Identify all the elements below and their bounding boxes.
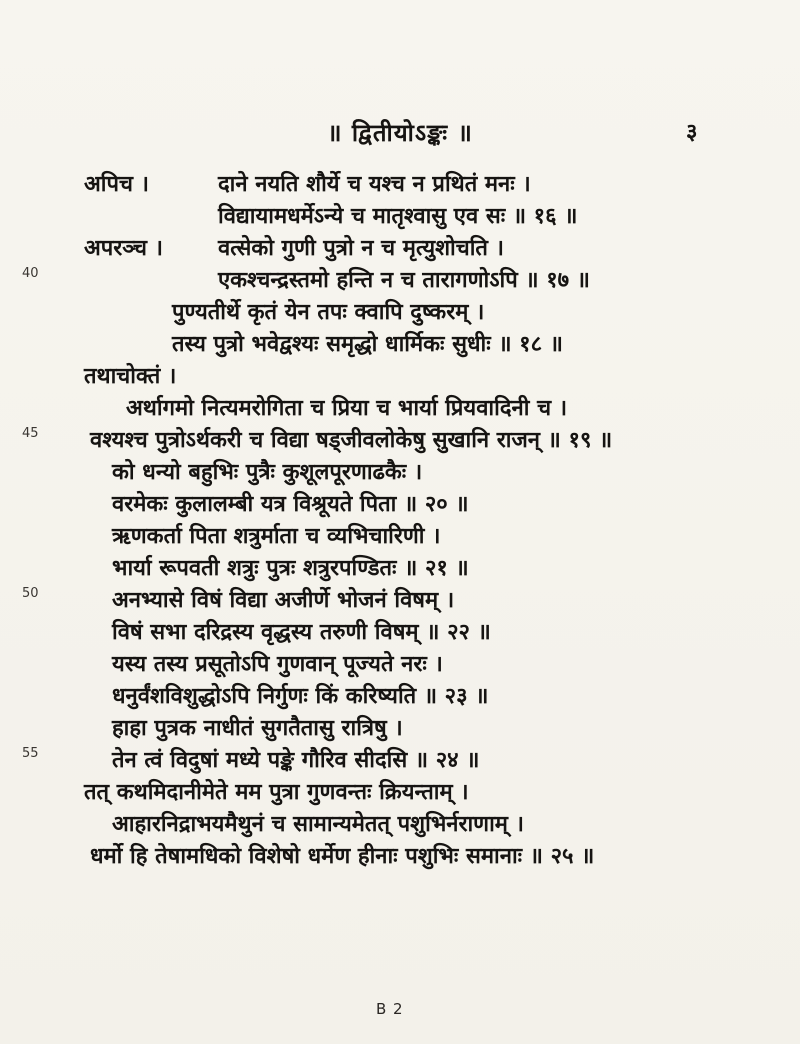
text-line	[0, 744, 800, 774]
speaker-cue: तत् कथमिदानीमेते मम पुत्रा गुणवन्तः क्रियन्ताम् ।	[84, 779, 469, 805]
text-line	[0, 424, 800, 454]
verse-text: अर्थागमो नित्यमरोगिता च प्रिया च भार्या प्रियवादिनी च ।	[126, 395, 568, 421]
speaker-cue: अपरञ्च ।	[84, 235, 163, 261]
page-number: ३	[686, 119, 698, 145]
text-line	[0, 168, 800, 198]
verse-text: ऋणकर्ता पिता शत्रुर्माता च व्यभिचारिणी ।	[112, 523, 441, 549]
verse-text: विषं सभा दरिद्रस्य वृद्धस्य तरुणी विषम् ॥ २२ ॥	[112, 619, 491, 645]
verse-text: वरमेकः कुलालम्बी यत्र विश्रूयते पिता ॥ २० ॥	[112, 491, 469, 517]
verse-text: धर्मो हि तेषामधिको विशेषो धर्मेण हीनाः पशुभिः समानाः ॥ २५ ॥	[90, 843, 595, 869]
line-number: 50	[22, 586, 39, 601]
text-line	[0, 296, 800, 326]
speaker-cue: तथाचोक्तं ।	[84, 363, 177, 389]
text-line	[0, 232, 800, 262]
text-line	[0, 264, 800, 294]
verse-text: एकश्चन्द्रस्तमो हन्ति न च तारागणोऽपि ॥ १७ ॥	[218, 267, 590, 293]
text-line	[0, 616, 800, 646]
line-number: 40	[22, 266, 39, 281]
speaker-cue: अपिच ।	[84, 171, 149, 197]
verse-text: विद्यायामधर्मेऽन्ये च मातृश्वासु एव सः ॥ १६ ॥	[218, 203, 578, 229]
line-number: 45	[22, 426, 39, 441]
verse-text: हाहा पुत्रक नाधीतं सुगतैतासु रात्रिषु ।	[112, 715, 403, 741]
text-line	[0, 680, 800, 710]
running-head: ॥ द्वितीयोऽङ्कः ॥	[327, 118, 473, 147]
line-number: 55	[22, 746, 39, 761]
printer-signature: B 2	[376, 1000, 404, 1018]
verse-text: आहारनिद्राभयमैथुनं च सामान्यमेतत् पशुभिर्नराणाम् ।	[112, 811, 524, 837]
text-line	[0, 808, 800, 838]
text-line	[0, 776, 800, 806]
text-line	[0, 648, 800, 678]
verse-text: वश्यश्च पुत्रोऽर्थकरी च विद्या षड्जीवलोकेषु सुखानि राजन् ॥ १९ ॥	[90, 427, 613, 453]
text-line	[0, 200, 800, 230]
text-line	[0, 488, 800, 518]
text-line	[0, 360, 800, 390]
text-line	[0, 456, 800, 486]
verse-text: तेन त्वं विदुषां मध्ये पङ्के गौरिव सीदसि ॥ २४ ॥	[112, 747, 480, 773]
verse-text: तस्य पुत्रो भवेद्वश्यः समृद्धो धार्मिकः सुधीः ॥ १८ ॥	[172, 331, 563, 357]
verse-text: धनुर्वंशविशुद्धोऽपि निर्गुणः किं करिष्यति ॥ २३ ॥	[112, 683, 489, 709]
verse-text: यस्य तस्य प्रसूतोऽपि गुणवान् पूज्यते नरः ।	[112, 651, 443, 677]
text-line	[0, 552, 800, 582]
verse-text: पुण्यतीर्थे कृतं येन तपः क्वापि दुष्करम् ।	[172, 299, 485, 325]
text-line	[0, 712, 800, 742]
verse-text: अनभ्यासे विषं विद्या अजीर्णे भोजनं विषम् ।	[112, 587, 455, 613]
text-line	[0, 584, 800, 614]
verse-text: भार्या रूपवती शत्रुः पुत्रः शत्रुरपण्डितः ॥ २१ ॥	[112, 555, 469, 581]
verse-text: को धन्यो बहुभिः पुत्रैः कुशूलपूरणाढकैः ।	[112, 459, 423, 485]
text-line	[0, 392, 800, 422]
verse-text: दाने नयति शौर्ये च यश्च न प्रथितं मनः ।	[218, 171, 531, 197]
verse-text: वत्सेको गुणी पुत्रो न च मृत्युशोचति ।	[218, 235, 504, 261]
text-line	[0, 520, 800, 550]
text-line	[0, 840, 800, 870]
text-line	[0, 328, 800, 358]
